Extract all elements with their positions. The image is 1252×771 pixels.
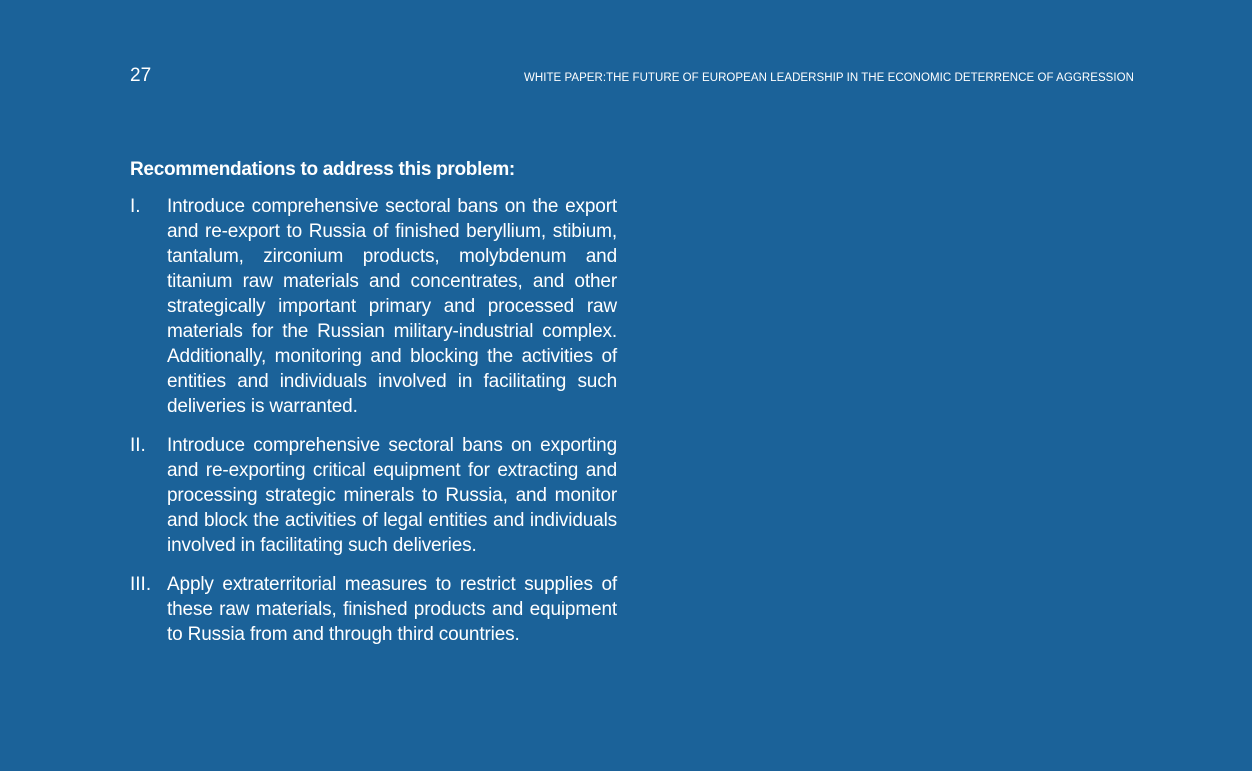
- recommendation-item-1: [130, 194, 617, 419]
- recommendation-numeral: I.: [130, 196, 141, 217]
- recommendation-item-3: [130, 572, 617, 647]
- recommendation-numeral: III.: [130, 574, 152, 595]
- recommendations-list: [130, 194, 617, 647]
- running-header-title: WHITE PAPER:THE FUTURE OF EUROPEAN LEADERSHIP IN THE ECONOMIC DETERRENCE OF AGGRESSION: [523, 72, 1134, 84]
- recommendation-text: Introduce comprehensive sectoral bans on exporting and re-exporting critical equipment for extracting and processing strategic minerals to Russia, and monitor and block the activities of legal entities and individuals involved in facilitating such deliveries.: [167, 435, 617, 556]
- page-number: 27: [130, 65, 152, 86]
- recommendation-item-2: [130, 433, 617, 558]
- recommendations-section: [130, 157, 617, 661]
- section-heading: Recommendations to address this problem:: [130, 159, 515, 180]
- recommendation-text: Introduce comprehensive sectoral bans on the export and re-export to Russia of finished beryllium, stibium, tantalum, zirconium products, molybdenum and titanium raw materials and concentrates, and other strategically important primary and processed raw materials for the Russian military-industrial complex. Additionally, monitoring and blocking the activities of entities and individuals involved in facilitating such deliveries is warranted.: [167, 196, 617, 417]
- recommendation-text: Apply extraterritorial measures to restrict supplies of these raw materials, finished products and equipment to Russia from and through third countries.: [167, 574, 617, 645]
- recommendation-numeral: II.: [130, 435, 146, 456]
